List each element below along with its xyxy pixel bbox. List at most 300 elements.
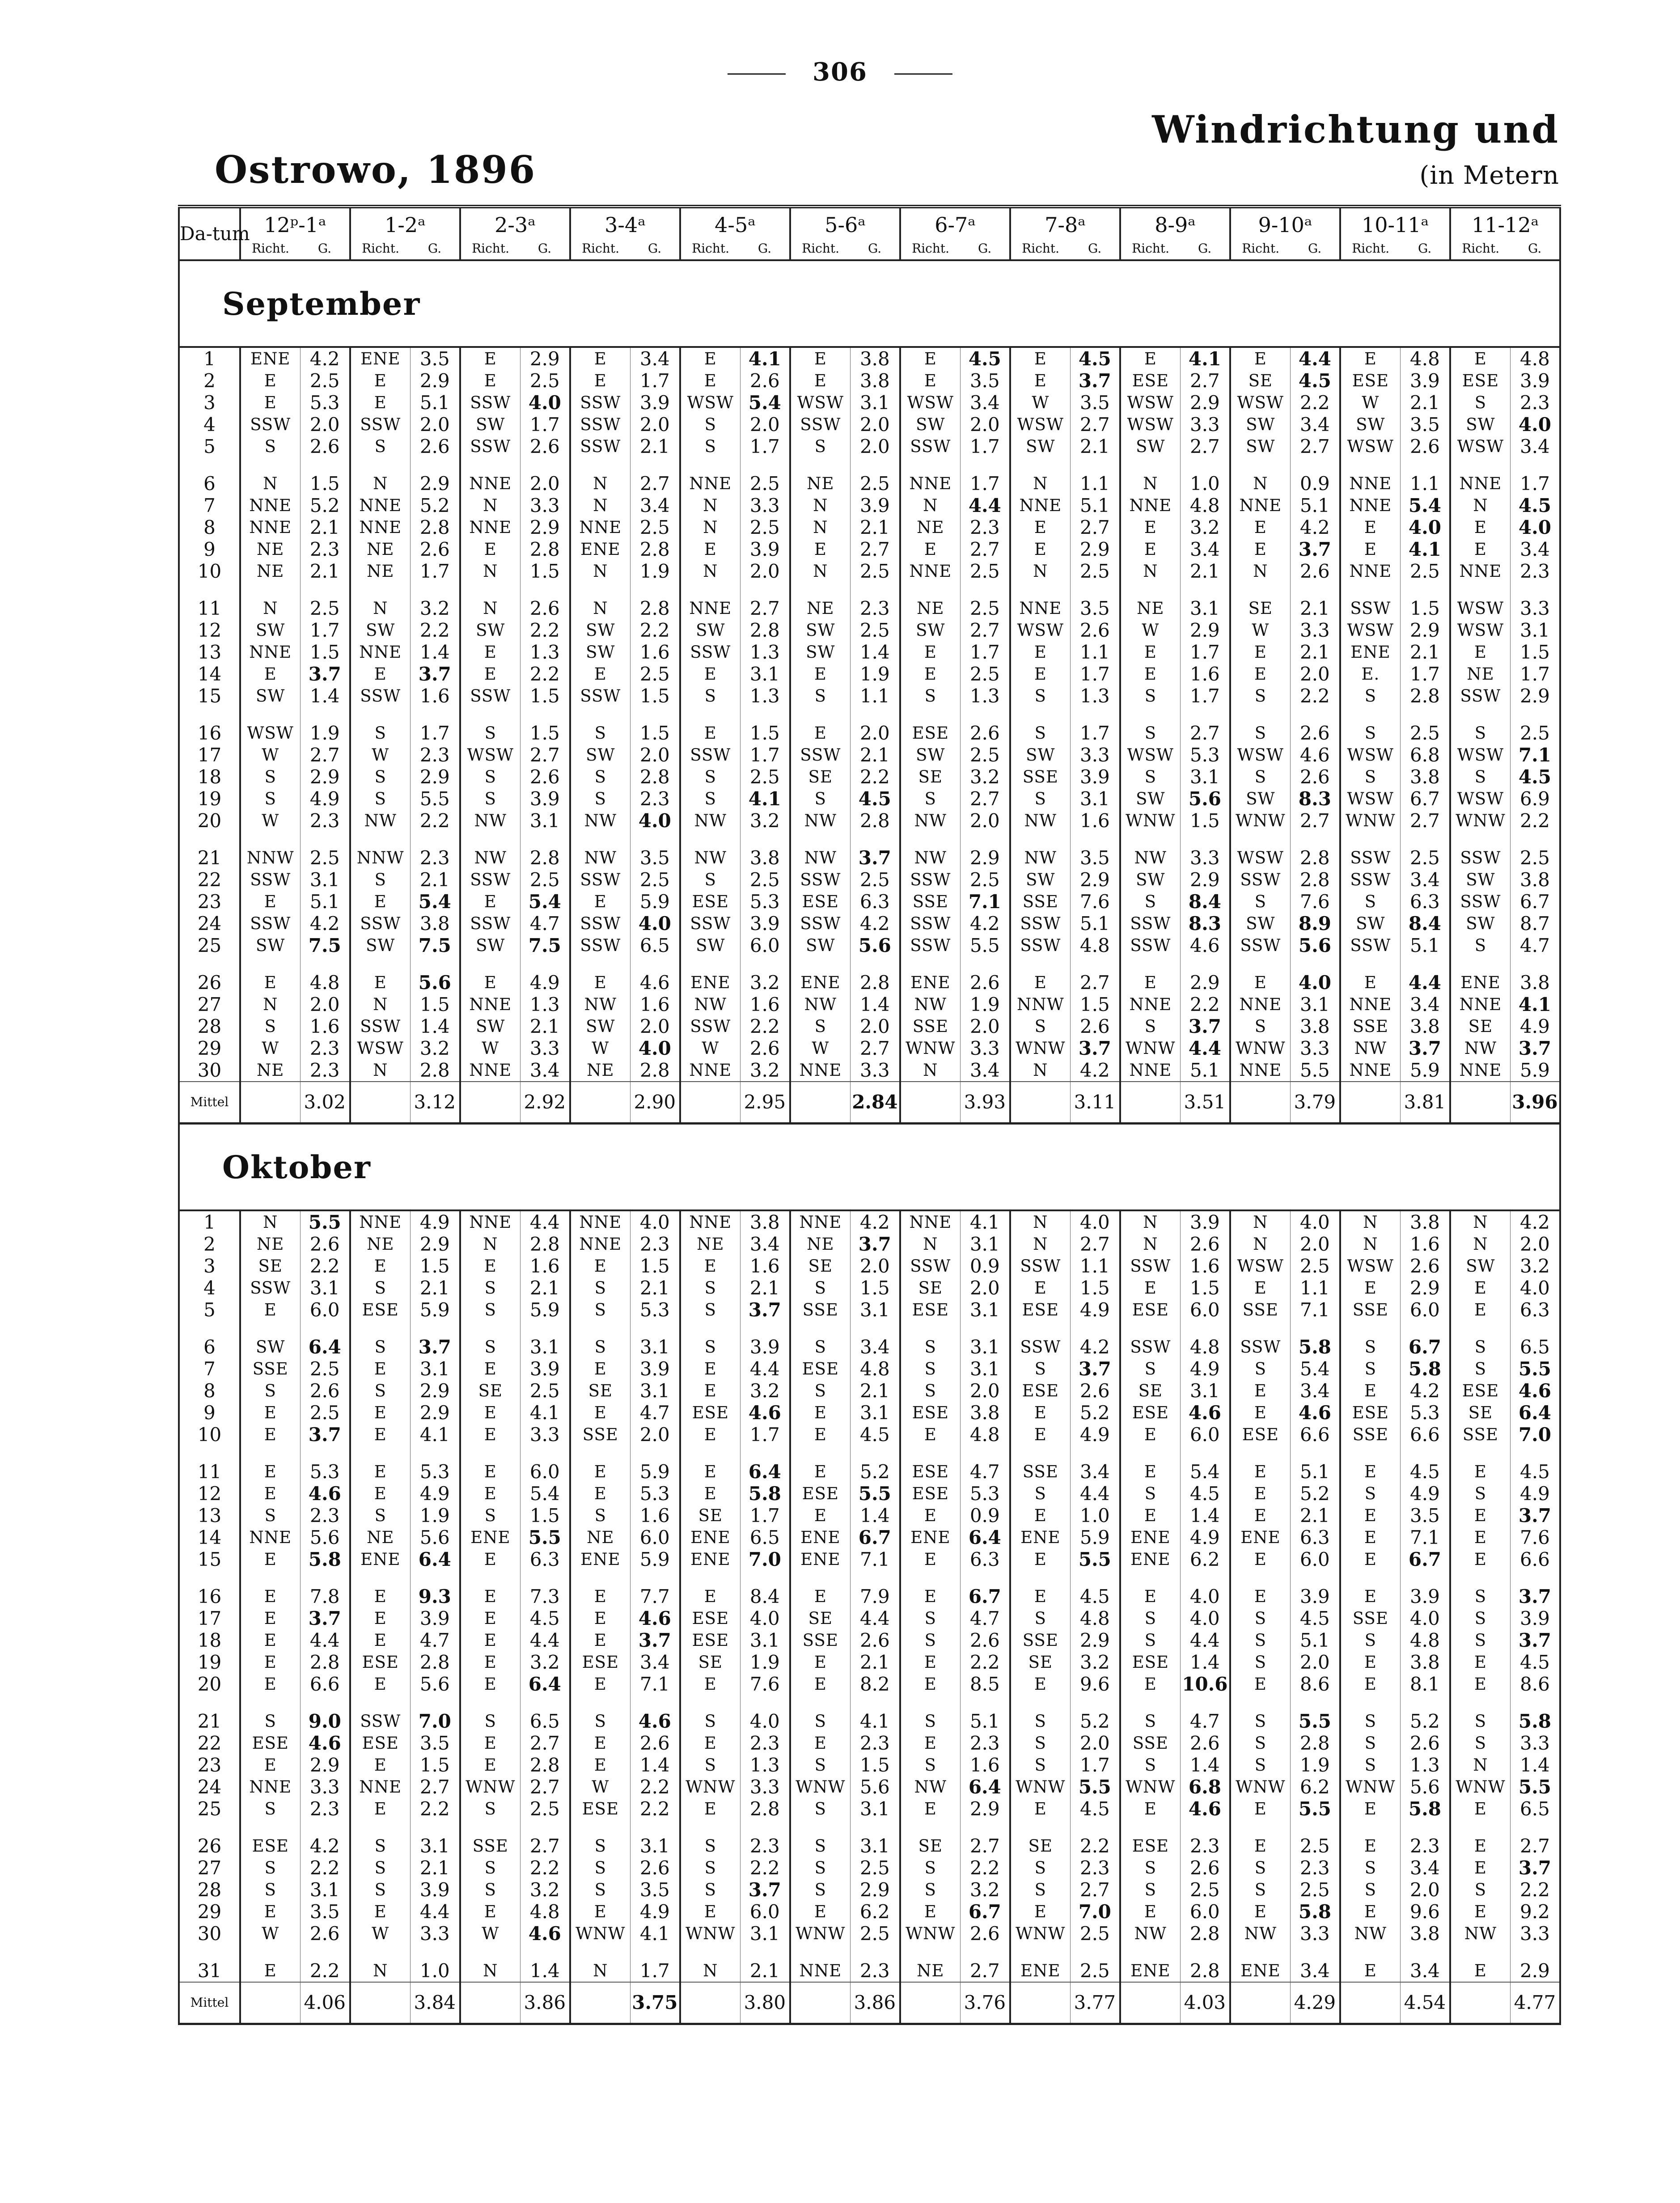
speed-cell: 4.7 xyxy=(960,1461,1010,1483)
speed-cell: 2.9 xyxy=(1070,1629,1120,1651)
direction-cell: S xyxy=(1230,1754,1290,1776)
speed-cell: 4.1 xyxy=(1400,538,1450,560)
direction-cell: N xyxy=(790,560,850,582)
speed-cell: 2.6 xyxy=(740,370,790,392)
speed-cell: 4.2 xyxy=(850,1210,900,1233)
direction-cell: NW xyxy=(1340,1037,1400,1059)
date-cell: 19 xyxy=(179,1651,240,1673)
direction-cell: SSW xyxy=(680,913,740,934)
table-row xyxy=(179,1776,1560,1798)
direction-cell: N xyxy=(1120,1210,1180,1233)
direction-cell: ESE xyxy=(790,1483,850,1505)
speed-cell: 2.5 xyxy=(1400,722,1450,744)
direction-cell: E xyxy=(790,347,850,370)
date-cell: 23 xyxy=(179,1754,240,1776)
speed-cell: 3.2 xyxy=(410,597,460,619)
speed-cell: 2.3 xyxy=(300,810,350,832)
direction-cell: E xyxy=(240,1754,300,1776)
direction-cell: SSE xyxy=(1340,1299,1400,1321)
direction-cell: E xyxy=(1010,1277,1070,1299)
speed-cell: 8.4 xyxy=(1180,891,1230,913)
speed-cell: 4.9 xyxy=(300,788,350,810)
direction-cell: S xyxy=(1010,1607,1070,1629)
date-cell: 11 xyxy=(179,1461,240,1483)
direction-cell: W xyxy=(680,1037,740,1059)
speed-cell: 5.4 xyxy=(520,891,570,913)
direction-cell: NNE xyxy=(350,1210,410,1233)
speed-cell: 4.5 xyxy=(1070,1798,1120,1820)
direction-cell: NW xyxy=(790,847,850,869)
speed-cell: 3.8 xyxy=(410,913,460,934)
speed-cell: 1.3 xyxy=(740,641,790,663)
hour-header: 6-7ᵃ xyxy=(900,207,1010,237)
speed-cell: 2.6 xyxy=(520,436,570,457)
direction-cell: N xyxy=(790,516,850,538)
speed-cell: 1.6 xyxy=(1070,810,1120,832)
hour-header: 5-6ᵃ xyxy=(790,207,900,237)
speed-cell: 3.2 xyxy=(1180,516,1230,538)
direction-cell: S xyxy=(350,1857,410,1879)
direction-cell: S xyxy=(900,1754,960,1776)
date-cell: 12 xyxy=(179,1483,240,1505)
direction-cell: NE xyxy=(350,560,410,582)
date-cell: 30 xyxy=(179,1923,240,1945)
speed-cell: 5.1 xyxy=(1070,495,1120,516)
g-subheader: G. xyxy=(410,237,460,260)
direction-cell: S xyxy=(570,788,630,810)
speed-cell: 3.9 xyxy=(520,788,570,810)
direction-cell: S xyxy=(900,1857,960,1879)
direction-cell: S xyxy=(1340,1483,1400,1505)
speed-cell: 2.8 xyxy=(630,1059,680,1082)
speed-cell: 3.5 xyxy=(1070,847,1120,869)
speed-cell: 7.0 xyxy=(740,1548,790,1570)
direction-cell: E xyxy=(1230,1673,1290,1695)
speed-cell: 2.8 xyxy=(1290,847,1340,869)
direction-cell: WNW xyxy=(680,1776,740,1798)
speed-cell: 2.2 xyxy=(410,1798,460,1820)
speed-cell: 2.3 xyxy=(850,1960,900,1982)
direction-cell: E xyxy=(900,538,960,560)
direction-cell: NNE xyxy=(460,994,520,1015)
speed-cell: 3.4 xyxy=(630,1651,680,1673)
direction-cell: ENE xyxy=(790,972,850,994)
speed-cell: 6.0 xyxy=(520,1461,570,1483)
speed-cell: 2.5 xyxy=(1290,1835,1340,1857)
speed-cell: 4.0 xyxy=(630,1210,680,1233)
g-subheader: G. xyxy=(630,237,680,260)
direction-cell: WSW xyxy=(1340,788,1400,810)
direction-cell: SSE xyxy=(1340,1424,1400,1446)
richt-subheader: Richt. xyxy=(1340,237,1400,260)
direction-cell: W xyxy=(1120,619,1180,641)
direction-cell: E xyxy=(1450,1798,1510,1820)
direction-cell: SW xyxy=(680,619,740,641)
direction-cell: S xyxy=(790,1798,850,1820)
speed-cell: 2.2 xyxy=(630,619,680,641)
direction-cell: S xyxy=(1230,1857,1290,1879)
richt-subheader: Richt. xyxy=(1120,237,1180,260)
speed-cell: 2.2 xyxy=(520,619,570,641)
speed-cell: 3.9 xyxy=(1510,370,1560,392)
direction-cell: NNE xyxy=(1450,1059,1510,1082)
direction-cell: WSW xyxy=(1450,788,1510,810)
direction-cell: S xyxy=(1340,766,1400,788)
speed-cell: 4.9 xyxy=(520,972,570,994)
speed-cell: 5.5 xyxy=(960,934,1010,956)
direction-cell: S xyxy=(350,436,410,457)
direction-cell: SE xyxy=(570,1380,630,1402)
direction-cell: ESE xyxy=(350,1732,410,1754)
speed-cell: 2.9 xyxy=(1180,869,1230,891)
table-row xyxy=(179,1710,1560,1732)
direction-cell: E xyxy=(1450,1901,1510,1923)
direction-cell: S xyxy=(790,1277,850,1299)
speed-cell: 2.6 xyxy=(1400,1255,1450,1277)
direction-cell: SW xyxy=(460,934,520,956)
speed-cell: 2.7 xyxy=(410,1776,460,1798)
speed-cell: 2.5 xyxy=(520,370,570,392)
direction-cell: S xyxy=(240,788,300,810)
speed-cell: 3.1 xyxy=(850,1299,900,1321)
speed-cell: 2.9 xyxy=(1180,619,1230,641)
direction-cell: ESE xyxy=(1340,1402,1400,1424)
speed-cell: 4.8 xyxy=(1400,347,1450,370)
date-cell: 13 xyxy=(179,641,240,663)
direction-cell: E xyxy=(790,1505,850,1526)
direction-cell: SSW xyxy=(680,744,740,766)
direction-cell: SSW xyxy=(350,1015,410,1037)
speed-cell: 1.1 xyxy=(1070,473,1120,495)
speed-cell: 3.4 xyxy=(960,392,1010,414)
direction-cell: S xyxy=(1010,685,1070,707)
direction-cell: S xyxy=(240,1857,300,1879)
speed-cell: 2.5 xyxy=(1180,1879,1230,1901)
speed-cell: 3.7 xyxy=(630,1629,680,1651)
speed-cell: 4.4 xyxy=(1070,1483,1120,1505)
speed-cell: 4.5 xyxy=(1070,1586,1120,1607)
table-row xyxy=(179,1233,1560,1255)
direction-cell: SSE xyxy=(1010,891,1070,913)
direction-cell: NE xyxy=(570,1526,630,1548)
speed-cell: 5.5 xyxy=(300,1210,350,1233)
table-row xyxy=(179,1857,1560,1879)
speed-cell: 2.0 xyxy=(1290,1233,1340,1255)
direction-cell: S xyxy=(1010,1483,1070,1505)
speed-cell: 3.7 xyxy=(300,663,350,685)
speed-cell: 6.3 xyxy=(1290,1526,1340,1548)
direction-cell: SSW xyxy=(790,913,850,934)
direction-cell: SSW xyxy=(790,744,850,766)
speed-cell: 1.9 xyxy=(850,663,900,685)
table-row xyxy=(179,1901,1560,1923)
speed-cell: 8.3 xyxy=(1290,788,1340,810)
direction-cell: SSW xyxy=(1120,913,1180,934)
direction-cell: E xyxy=(790,1461,850,1483)
direction-cell: NNE xyxy=(240,495,300,516)
direction-cell: SE xyxy=(1230,370,1290,392)
direction-cell: E xyxy=(1340,1798,1400,1820)
speed-cell: 2.5 xyxy=(1510,847,1560,869)
speed-cell: 4.5 xyxy=(1290,370,1340,392)
mittel-value: 4.29 xyxy=(1290,1982,1340,2024)
direction-cell: E xyxy=(1340,1960,1400,1982)
table-row xyxy=(179,788,1560,810)
speed-cell: 1.7 xyxy=(960,436,1010,457)
speed-cell: 3.4 xyxy=(1510,436,1560,457)
direction-cell: SSW xyxy=(900,1255,960,1277)
speed-cell: 3.1 xyxy=(960,1299,1010,1321)
direction-cell: S xyxy=(680,766,740,788)
speed-cell: 8.7 xyxy=(1510,913,1560,934)
speed-cell: 1.6 xyxy=(960,1754,1010,1776)
direction-cell: WNW xyxy=(1010,1923,1070,1945)
direction-cell: SSW xyxy=(1340,847,1400,869)
speed-cell: 5.5 xyxy=(1290,1710,1340,1732)
direction-cell: S xyxy=(1230,1015,1290,1037)
speed-cell: 3.3 xyxy=(410,1923,460,1945)
speed-cell: 1.3 xyxy=(520,994,570,1015)
speed-cell: 3.7 xyxy=(850,1233,900,1255)
direction-cell: E xyxy=(350,1901,410,1923)
speed-cell: 2.2 xyxy=(740,1857,790,1879)
direction-cell: ENE xyxy=(1340,641,1400,663)
direction-cell: E xyxy=(1010,538,1070,560)
speed-cell: 2.5 xyxy=(1070,1923,1120,1945)
direction-cell: NW xyxy=(460,847,520,869)
direction-cell: S xyxy=(790,1857,850,1879)
direction-cell: SSE xyxy=(900,891,960,913)
direction-cell: NE xyxy=(900,1960,960,1982)
g-subheader: G. xyxy=(960,237,1010,260)
direction-cell: NW xyxy=(1450,1037,1510,1059)
speed-cell: 2.6 xyxy=(1290,560,1340,582)
richt-subheader: Richt. xyxy=(1010,237,1070,260)
direction-cell: S xyxy=(1450,1879,1510,1901)
direction-cell: NW xyxy=(900,1776,960,1798)
speed-cell: 2.7 xyxy=(1290,810,1340,832)
speed-cell: 7.0 xyxy=(1510,1424,1560,1446)
direction-cell: WSW xyxy=(460,744,520,766)
speed-cell: 3.2 xyxy=(740,1380,790,1402)
direction-cell: E xyxy=(1450,1651,1510,1673)
direction-cell: S xyxy=(680,1277,740,1299)
direction-cell: S xyxy=(240,1505,300,1526)
speed-cell: 5.8 xyxy=(740,1483,790,1505)
direction-cell: E xyxy=(350,891,410,913)
direction-cell: S xyxy=(1340,1857,1400,1879)
direction-cell: E xyxy=(680,1424,740,1446)
direction-cell: WSW xyxy=(1230,847,1290,869)
direction-cell: E xyxy=(680,1461,740,1483)
direction-cell: E xyxy=(1450,516,1510,538)
direction-cell: W xyxy=(570,1037,630,1059)
speed-cell: 2.2 xyxy=(300,1960,350,1982)
direction-cell: SW xyxy=(1120,869,1180,891)
direction-cell: E xyxy=(1010,972,1070,994)
speed-cell: 6.7 xyxy=(1400,1548,1450,1570)
speed-cell: 4.0 xyxy=(740,1710,790,1732)
speed-cell: 2.8 xyxy=(1290,1732,1340,1754)
table-row xyxy=(179,473,1560,495)
speed-cell: 3.7 xyxy=(1290,538,1340,560)
speed-cell: 3.7 xyxy=(740,1299,790,1321)
speed-cell: 5.5 xyxy=(1290,1798,1340,1820)
direction-cell: WNW xyxy=(1230,1776,1290,1798)
date-cell: 5 xyxy=(179,1299,240,1321)
direction-cell: S xyxy=(680,788,740,810)
direction-cell: NW xyxy=(460,810,520,832)
speed-cell: 2.2 xyxy=(410,619,460,641)
date-cell: 12 xyxy=(179,619,240,641)
direction-cell: S xyxy=(680,436,740,457)
direction-cell: E xyxy=(1340,1548,1400,1570)
speed-cell: 4.0 xyxy=(1400,1607,1450,1629)
speed-cell: 1.9 xyxy=(960,994,1010,1015)
speed-cell: 4.2 xyxy=(1290,516,1340,538)
direction-cell: N xyxy=(1450,1210,1510,1233)
speed-cell: 3.2 xyxy=(740,972,790,994)
speed-cell: 2.2 xyxy=(520,1857,570,1879)
direction-cell: WSW xyxy=(1450,597,1510,619)
speed-cell: 2.0 xyxy=(630,1424,680,1446)
table-row xyxy=(179,436,1560,457)
direction-cell: ESE xyxy=(570,1651,630,1673)
speed-cell: 7.5 xyxy=(410,934,460,956)
direction-cell: E xyxy=(240,1960,300,1982)
speed-cell: 6.4 xyxy=(520,1673,570,1695)
speed-cell: 5.1 xyxy=(1290,495,1340,516)
speed-cell: 2.5 xyxy=(520,869,570,891)
direction-cell: E xyxy=(350,1424,410,1446)
speed-cell: 2.8 xyxy=(630,538,680,560)
date-cell: 1 xyxy=(179,347,240,370)
direction-cell: SSE xyxy=(570,1424,630,1446)
direction-cell: WNW xyxy=(1230,1037,1290,1059)
direction-cell: S xyxy=(1230,1358,1290,1380)
speed-cell: 2.2 xyxy=(1510,1879,1560,1901)
direction-cell: E xyxy=(1010,1798,1070,1820)
direction-cell: S xyxy=(1340,1629,1400,1651)
direction-cell: S xyxy=(1340,1732,1400,1754)
direction-cell: WNW xyxy=(1340,1776,1400,1798)
speed-cell: 2.7 xyxy=(630,473,680,495)
direction-cell: E xyxy=(240,1299,300,1321)
direction-cell: S xyxy=(570,1835,630,1857)
speed-cell: 4.0 xyxy=(520,392,570,414)
speed-cell: 5.9 xyxy=(520,1299,570,1321)
speed-cell: 6.4 xyxy=(960,1776,1010,1798)
speed-cell: 5.1 xyxy=(300,891,350,913)
speed-cell: 2.1 xyxy=(630,1277,680,1299)
direction-cell: N xyxy=(460,495,520,516)
speed-cell: 2.5 xyxy=(630,516,680,538)
speed-cell: 3.3 xyxy=(520,1037,570,1059)
speed-cell: 3.5 xyxy=(960,370,1010,392)
table-row xyxy=(179,1059,1560,1082)
speed-cell: 2.3 xyxy=(1290,1857,1340,1879)
direction-cell: WNW xyxy=(1450,1776,1510,1798)
direction-cell: E xyxy=(900,1732,960,1754)
direction-cell: E xyxy=(1120,1505,1180,1526)
direction-cell: E xyxy=(240,370,300,392)
direction-cell: W xyxy=(240,744,300,766)
speed-cell: 4.4 xyxy=(960,495,1010,516)
direction-cell: E xyxy=(350,1586,410,1607)
direction-cell: NW xyxy=(900,810,960,832)
speed-cell: 1.7 xyxy=(520,414,570,436)
speed-cell: 2.5 xyxy=(850,869,900,891)
direction-cell: E xyxy=(1340,1673,1400,1695)
direction-cell: WSW xyxy=(1230,1255,1290,1277)
direction-cell: ESE xyxy=(680,891,740,913)
direction-cell: E xyxy=(240,972,300,994)
speed-cell: 3.4 xyxy=(1510,538,1560,560)
direction-cell: ENE xyxy=(900,1526,960,1548)
speed-cell: 1.6 xyxy=(1180,663,1230,685)
mittel-value: 3.02 xyxy=(300,1082,350,1124)
speed-cell: 0.9 xyxy=(960,1255,1010,1277)
direction-cell: S xyxy=(1450,392,1510,414)
direction-cell: ENE xyxy=(1230,1526,1290,1548)
hour-header: 7-8ᵃ xyxy=(1010,207,1120,237)
speed-cell: 3.7 xyxy=(410,663,460,685)
table-row xyxy=(179,1673,1560,1695)
speed-cell: 1.3 xyxy=(740,685,790,707)
speed-cell: 3.1 xyxy=(1290,994,1340,1015)
speed-cell: 5.6 xyxy=(850,1776,900,1798)
direction-cell: ENE xyxy=(790,1548,850,1570)
direction-cell: SW xyxy=(1010,869,1070,891)
direction-cell: ESE xyxy=(1120,370,1180,392)
direction-cell: S xyxy=(680,1754,740,1776)
direction-cell: E xyxy=(1340,1380,1400,1402)
mittel-value: 3.79 xyxy=(1290,1082,1340,1124)
direction-cell: E xyxy=(570,1402,630,1424)
direction-cell: S xyxy=(460,1505,520,1526)
speed-cell: 6.0 xyxy=(300,1299,350,1321)
direction-cell: E xyxy=(570,1754,630,1776)
direction-cell: SSW xyxy=(460,436,520,457)
direction-cell: S xyxy=(1230,766,1290,788)
speed-cell: 2.5 xyxy=(1290,1879,1340,1901)
direction-cell: E xyxy=(790,663,850,685)
direction-cell: ENE xyxy=(900,972,960,994)
speed-cell: 5.6 xyxy=(410,972,460,994)
speed-cell: 4.8 xyxy=(520,1901,570,1923)
table-row xyxy=(179,1651,1560,1673)
direction-cell: E xyxy=(1230,516,1290,538)
direction-cell: S xyxy=(1010,1358,1070,1380)
speed-cell: 1.0 xyxy=(1180,473,1230,495)
direction-cell: N xyxy=(1120,473,1180,495)
direction-cell: NNE xyxy=(1340,1059,1400,1082)
mittel-value: 3.86 xyxy=(520,1982,570,2024)
speed-cell: 2.5 xyxy=(740,473,790,495)
speed-cell: 2.8 xyxy=(1180,1923,1230,1945)
speed-cell: 2.0 xyxy=(300,994,350,1015)
direction-cell: E xyxy=(460,972,520,994)
speed-cell: 2.7 xyxy=(1070,414,1120,436)
direction-cell: ENE xyxy=(350,347,410,370)
speed-cell: 1.7 xyxy=(1070,663,1120,685)
speed-cell: 4.6 xyxy=(630,972,680,994)
page-title: Windrichtung und xyxy=(1152,107,1559,152)
speed-cell: 1.7 xyxy=(960,641,1010,663)
speed-cell: 2.8 xyxy=(630,766,680,788)
direction-cell: ENE xyxy=(1450,972,1510,994)
direction-cell: SW xyxy=(350,934,410,956)
